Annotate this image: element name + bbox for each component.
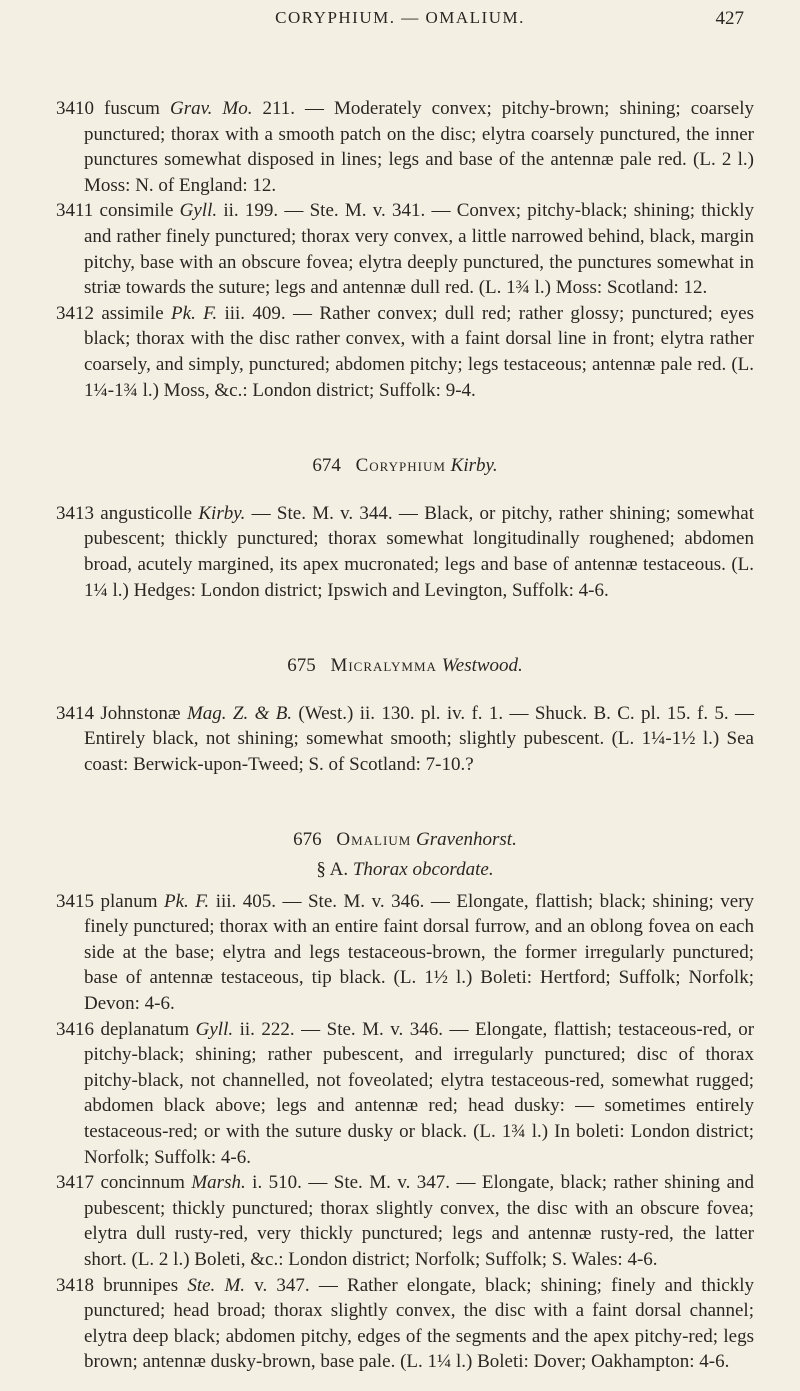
genus-number: 674 [312, 455, 341, 477]
genus-number: 676 [293, 829, 322, 851]
entry-number: 3411 [56, 200, 94, 222]
species-description: iii. 409. — Rather convex; dull red; rather glossy; punctured; eyes black; thorax with the disc rather convex, with a faint dorsal line in front; elytra rather coarsely, and simply, punctured; abdomen pitchy; legs testaceous; antennæ pale red. (L. 1¼-1¾ l.) Moss, &c.: London district; Suffolk: 9-4. [84, 302, 755, 401]
genus-heading-676 [56, 827, 754, 853]
entry-number: 3415 [56, 890, 94, 912]
species-entry-3418 [56, 1273, 754, 1375]
species-description: ii. 222. — Ste. M. v. 346. — Elongate, flattish; testaceous-red, or pitchy-black; shining; rather pubescent, and irregularly punctured; disc of thorax pitchy-black, not channelled, not foveolated; elytra testaceous-red, somewhat rugged; abdomen black above; legs and antennæ red; head dusky: — sometimes entirely testaceous-red; or with the suture dusky or black. (L. 1¾ l.) In boleti: London district; Norfolk; Suffolk: 4-6. [84, 1018, 755, 1168]
entry-number: 3418 [56, 1274, 94, 1296]
genus-number: 675 [287, 655, 316, 677]
running-head [56, 8, 744, 40]
species-entry-3417 [56, 1170, 754, 1272]
species-name: planum [100, 890, 158, 912]
species-entry-3410 [56, 96, 754, 198]
section-label: § A. [316, 859, 349, 881]
genus-author: Kirby. [450, 455, 498, 477]
species-entry-3414 [56, 701, 754, 778]
page-number: 427 [715, 8, 744, 29]
species-description: (West.) ii. 130. pl. iv. f. 1. — Shuck. B. C. pl. 15. f. 5. — Entirely black, not shining; somewhat smooth; slightly pubescent. (L. 1¼-1½ l.) Sea coast: Berwick-upon-Tweed; S. of Scotland: 7-10.? [84, 702, 755, 775]
species-entry-3416 [56, 1017, 754, 1171]
genus-heading-674 [56, 453, 754, 479]
genus-name: Micralymma [330, 655, 437, 677]
species-name: angusticolle [100, 502, 193, 524]
species-description: i. 510. — Ste. M. v. 347. — Elongate, black; rather shining and pubescent; thickly punctured; thorax slightly convex, the disc with an obscure fovea; elytra dull rusty-red, very thickly punctured; legs and antennæ rusty-red, the latter short. (L. 2 l.) Boleti, &c.: London district; Norfolk; Suffolk; S. Wales: 4-6. [84, 1172, 755, 1270]
species-description: — Ste. M. v. 344. — Black, or pitchy, rather shining; somewhat pubescent; thickly punctured; thorax somewhat longitudinally roughened; abdomen broad, acutely margined, its apex mucronated; legs and base of antennæ testaceous. (L. 1¼ l.) Hedges: London district; Ipswich and Levington, Suffolk: 4-6. [84, 502, 755, 601]
running-title: CORYPHIUM. — OMALIUM. [275, 8, 525, 27]
entry-number: 3417 [56, 1172, 94, 1194]
species-description: v. 347. — Rather elongate, black; shining; finely and thickly punctured; head broad; thorax slightly convex, the disc with a faint dorsal channel; elytra deep black; abdomen pitchy, edges of the segments and the apex pitchy-red; legs brown; antennæ dusky-brown, base pale. (L. 1¼ l.) Boleti: Dover; Oakhampton: 4-6. [84, 1274, 755, 1373]
species-name: brunnipes [103, 1274, 179, 1296]
species-name: deplanatum [100, 1018, 190, 1040]
genus-name: Coryphium [355, 455, 446, 477]
genus-author: Gravenhorst. [416, 829, 517, 851]
species-description: ii. 199. — Ste. M. v. 341. — Convex; pitchy-black; shining; thickly and rather finely punctured; thorax very convex, a little narrowed behind, black, margin pitchy, base with an obscure fovea; elytra deeply punctured, the punctures somewhat in striæ towards the suture; legs and antennæ dull red. (L. 1¾ l.) Moss: Scotland: 12. [84, 200, 755, 299]
species-description: 211. — Moderately convex; pitchy-brown; shining; coarsely punctured; thorax with a smooth patch on the disc; elytra coarsely punctured, the inner punctures somewhat disposed in lines; legs and base of the antennæ pale red. (L. 2 l.) Moss: N. of England: 12. [84, 98, 754, 196]
section-heading-a [56, 857, 754, 883]
species-author: Grav. Mo. [169, 98, 253, 119]
page-content [56, 96, 754, 1375]
entry-number: 3416 [56, 1018, 94, 1040]
genus-name: Omalium [336, 829, 412, 851]
species-author: Marsh. [191, 1172, 246, 1194]
species-name: fuscum [104, 98, 160, 119]
species-author: Kirby. [198, 502, 246, 524]
species-entry-3411 [56, 198, 754, 300]
species-author: Gyll. [195, 1018, 234, 1040]
species-name: concinnum [100, 1172, 185, 1194]
species-name: consimile [99, 200, 174, 222]
genus-author: Westwood. [441, 655, 523, 677]
species-author: Mag. Z. & B. [186, 702, 293, 724]
species-description: iii. 405. — Ste. M. v. 346. — Elongate, flattish; black; shining; very finely punctured; thorax with an entire faint dorsal furrow, and an oblong fovea on each side at the base; elytra and legs testaceous-brown, the former irregularly punctured; base of antennæ testaceous, tip black. (L. 1½ l.) Boleti: Hertford; Suffolk; Norfolk; Devon: 4-6. [84, 890, 755, 1015]
species-author: Pk. F. [164, 890, 210, 912]
entry-number: 3412 [56, 302, 94, 324]
entry-number: 3410 [56, 98, 94, 119]
species-author: Pk. F. [171, 302, 218, 324]
species-author: Ste. M. [187, 1274, 246, 1296]
entry-number: 3413 [56, 502, 94, 524]
species-entry-3412 [56, 301, 754, 403]
genus-heading-675 [56, 653, 754, 679]
species-entry-3415 [56, 889, 754, 1017]
section-title: Thorax obcordate. [352, 859, 494, 881]
species-name: assimile [101, 302, 164, 324]
species-entry-3413 [56, 501, 754, 603]
species-name: Johnstonæ [100, 702, 181, 724]
species-author: Gyll. [179, 200, 218, 222]
entry-number: 3414 [56, 702, 94, 724]
